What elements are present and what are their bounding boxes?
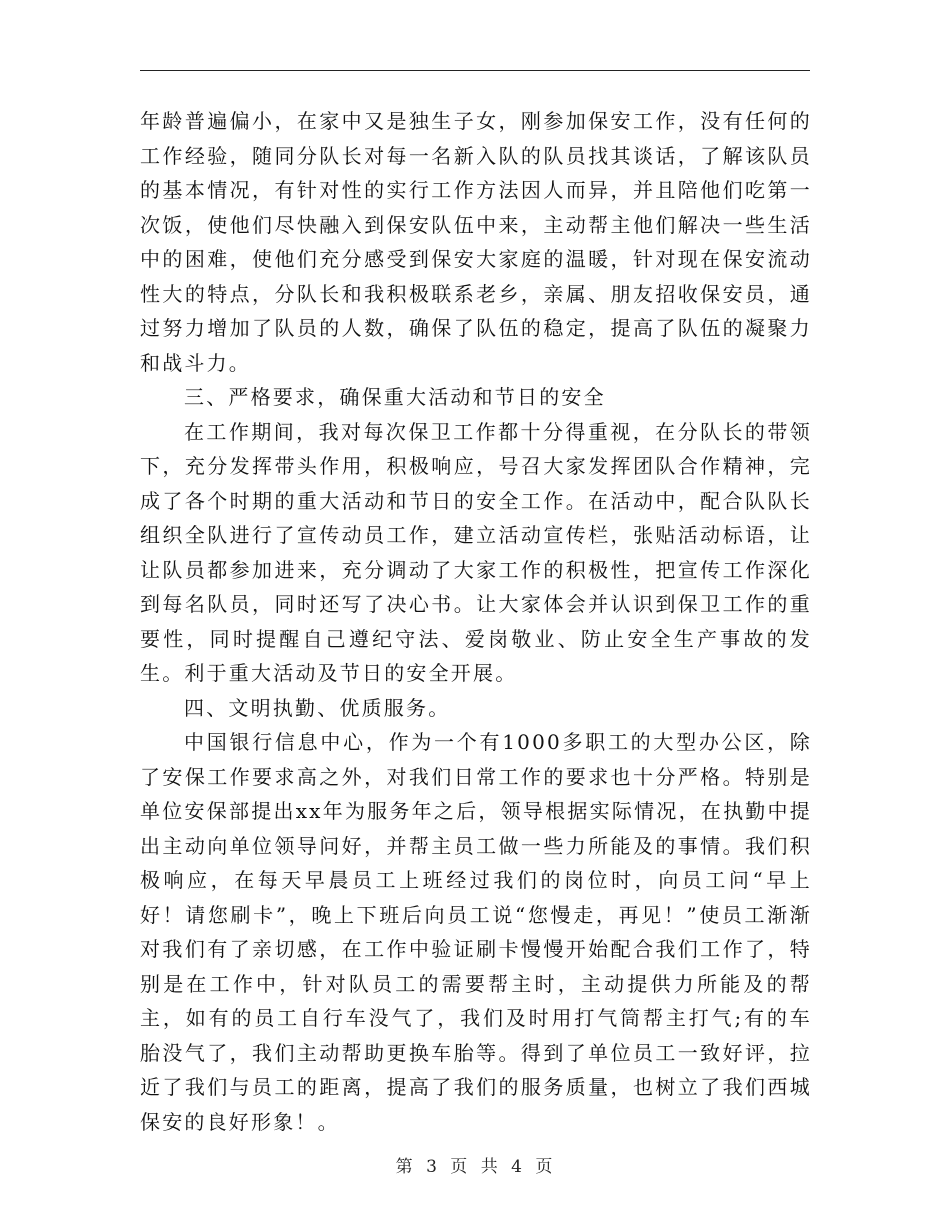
paragraph-continuation: 年龄普遍偏小，在家中又是独生子女，刚参加保安工作，没有任何的工作经验，随同分队长对每一名新入队的队员找其谈话，了解该队员的基本情况，有针对性的实行工作方法因人而异，并且陪他们吃第一次饭，使他们尽快融入到保安队伍中来，主动帮主他们解决一些生活中的困难，使他们充分感受到保安大家庭的温暖，针对现在保安流动性大的特点，分队长和我积极联系老乡，亲属、朋友招收保安员，通过努力增加了队员的人数，确保了队伍的稳定，提高了队伍的凝聚力和战斗力。 <box>140 109 812 375</box>
section-heading-4: 四、文明执勤、优质服务。 <box>184 695 451 720</box>
page-number-footer: 第 3 页 共 4 页 <box>395 1157 555 1177</box>
section-heading-3: 三、严格要求，确保重大活动和节日的安全 <box>184 385 606 409</box>
document-body <box>140 104 812 1139</box>
paragraph-section-3: 在工作期间，我对每次保卫工作都十分得重视，在分队长的带领下，充分发挥带头作用，积极响应，号召大家发挥团队合作精神，完成了各个时期的重大活动和节日的安全工作。在活动中，配合队队长组织全队进行了宣传动员工作，建立活动宣传栏，张贴活动标语，让让队员都参加进来，充分调动了大家工作的积极性，把宣传工作深化到每名队员，同时还写了决心书。让大家体会并认识到保卫工作的重要性，同时提醒自己遵纪守法、爱岗敬业、防止安全生产事故的发生。利于重大活动及节日的安全开展。 <box>140 419 812 685</box>
paragraph-section-4: 中国银行信息中心，作为一个有1000多职工的大型办公区，除了安保工作要求高之外，对我们日常工作的要求也十分严格。特别是单位安保部提出xx年为服务年之后，领导根据实际情况，在执勤中提出主动向单位领导问好，并帮主员工做一些力所能及的事情。我们积极响应，在每天早晨员工上班经过我们的岗位时，向员工问“早上好！请您刷卡”，晚上下班后向员工说“您慢走，再见！”使员工渐渐对我们有了亲切感，在工作中验证刷卡慢慢开始配合我们工作了，特别是在工作中，针对队员工的需要帮主时，主动提供力所能及的帮主，如有的员工自行车没气了，我们及时用打气筒帮主打气;有的车胎没气了，我们主动帮助更换车胎等。得到了单位员工一致好评，拉近了我们与员工的距离，提高了我们的服务质量，也树立了我们西城保安的良好形象！。 <box>140 730 812 1134</box>
header-rule <box>140 70 810 71</box>
